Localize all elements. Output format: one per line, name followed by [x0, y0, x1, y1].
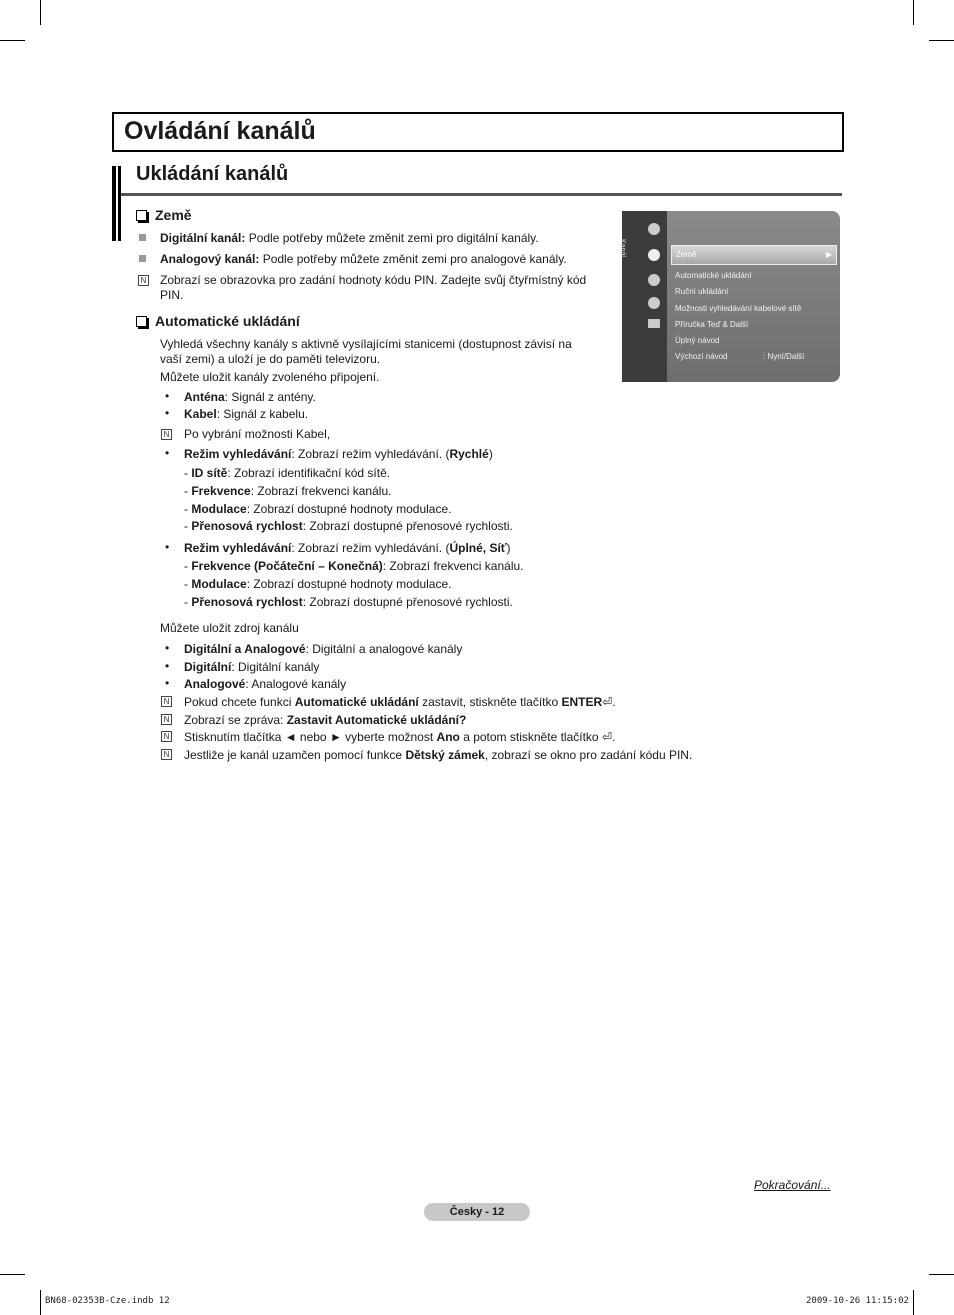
crop-mark	[40, 1290, 41, 1315]
dot-bullet: •	[165, 641, 170, 655]
zdroj-text: Můžete uložit zdroj kanálu	[160, 621, 299, 635]
modulace-item: - Modulace: Zobrazí dostupné hodnoty modulace.	[184, 502, 452, 516]
note-icon: N	[161, 714, 172, 725]
ano-note: Stisknutím tlačítka ◄ nebo ► vyberte možnost Ano a potom stiskněte tlačítko ⏎.	[184, 730, 616, 744]
section-rule	[121, 193, 842, 196]
page-number: Česky - 12	[424, 1203, 530, 1221]
frekvence-item: - Frekvence: Zobrazí frekvenci kanálu.	[184, 484, 392, 498]
analog-item: Analogové: Analogové kanály	[184, 677, 347, 691]
square-bullet-icon	[139, 234, 146, 241]
digital-kanal-text: Digitální kanál: Podle potřeby můžete změnit zemi pro digitální kanály.	[160, 231, 539, 245]
footer-date: 2009-10-26 11:15:02	[806, 1296, 909, 1306]
support-icon	[648, 319, 660, 328]
enter-icon: ⏎	[601, 730, 612, 744]
enter-icon: ⏎	[602, 695, 613, 709]
auto-heading: Automatické ukládání	[136, 313, 300, 329]
page-title-box	[112, 112, 844, 152]
dot-bullet: •	[165, 540, 170, 554]
note-icon: N	[138, 275, 149, 286]
dot-bullet: •	[165, 446, 170, 460]
crop-mark	[0, 1274, 25, 1275]
kabel-item: Kabel: Signál z kabelu.	[184, 407, 309, 421]
menu-item-value: : Nyní/Další	[763, 352, 805, 361]
menu-item[interactable]: Ruční ukládání	[675, 287, 729, 296]
menu-item[interactable]: Příručka Teď & Další	[675, 320, 749, 329]
prenos-item: - Přenosová rychlost: Zobrazí dostupné přenosové rychlosti.	[184, 519, 513, 533]
stop-note: Pokud chcete funkci Automatické ukládání zastavit, stiskněte tlačítko ENTER⏎.	[184, 695, 616, 709]
footer-file: BN68-02353B-Cze.indb 12	[45, 1296, 170, 1306]
note-icon: N	[161, 429, 172, 440]
crop-mark	[929, 40, 954, 41]
lock-note: Jestliže je kanál uzamčen pomocí funkce Dětský zámek, zobrazí se okno pro zadání kódu PIN.	[184, 748, 693, 762]
zeme-heading: Země	[136, 207, 192, 223]
crop-mark	[0, 40, 25, 41]
crop-mark	[913, 0, 914, 25]
pin-note-cont: PIN.	[160, 288, 184, 302]
prenos2-item: - Přenosová rychlost: Zobrazí dostupné přenosové rychlosti.	[184, 595, 513, 609]
square-bullet-icon	[139, 255, 146, 262]
menu-item-zeme[interactable]: Země ▶	[671, 245, 837, 265]
menu-item[interactable]: Možnosti vyhledávání kabelové sítě	[675, 304, 802, 313]
channel-icon	[648, 249, 660, 261]
section-bar	[112, 166, 121, 241]
setup-icon	[648, 274, 660, 286]
input-icon	[648, 297, 660, 309]
crop-mark	[929, 1274, 954, 1275]
digital-analog-item: Digitální a Analogové: Digitální a analogové kanály	[184, 642, 463, 656]
crop-mark	[913, 1290, 914, 1315]
frekvence2-item: - Frekvence (Počáteční – Konečná): Zobrazí frekvenci kanálu.	[184, 559, 524, 573]
menu-item[interactable]: Automatické ukládání	[675, 271, 752, 280]
picture-icon	[648, 223, 660, 235]
analog-kanal-text: Analogový kanál: Podle potřeby můžete změnit zemi pro analogové kanály.	[160, 252, 567, 266]
menu-sidebar	[622, 211, 667, 382]
id-site-item: - ID sítě: Zobrazí identifikační kód sítě.	[184, 466, 391, 480]
auto-desc-1: Vyhledá všechny kanály s aktivně vysílajícími stanicemi (dostupnost závisí na	[160, 337, 572, 351]
menu-item[interactable]: Výchozí návod	[675, 352, 728, 361]
pin-note: Zobrazí se obrazovka pro zadání hodnoty kódu PIN. Zadejte svůj čtyřmístný kód	[160, 273, 587, 287]
kabel-note: Po vybrání možnosti Kabel,	[184, 427, 331, 441]
dot-bullet: •	[165, 659, 170, 673]
rezim-rychle: Režim vyhledávání: Zobrazí režim vyhledávání. (Rychlé)	[184, 447, 493, 461]
antena-item: Anténa: Signál z antény.	[184, 390, 316, 404]
menu-tab-label: Kanál	[619, 239, 626, 257]
crop-mark	[40, 0, 41, 25]
auto-desc-2: vaší zemi) a uloží je do paměti televizoru.	[160, 352, 381, 366]
message-note: Zobrazí se zpráva: Zastavit Automatické ukládání?	[184, 713, 467, 727]
dot-bullet: •	[165, 389, 170, 403]
note-icon: N	[161, 731, 172, 742]
menu-item[interactable]: Úplný návod	[675, 336, 720, 345]
dot-bullet: •	[165, 406, 170, 420]
auto-desc-3: Můžete uložit kanály zvoleného připojení.	[160, 370, 380, 384]
note-icon: N	[161, 749, 172, 760]
modulace2-item: - Modulace: Zobrazí dostupné hodnoty modulace.	[184, 577, 452, 591]
dot-bullet: •	[165, 676, 170, 690]
checkbox-icon	[136, 316, 147, 327]
rezim-uplne: Režim vyhledávání: Zobrazí režim vyhledávání. (Úplné, Síť)	[184, 541, 511, 555]
page-title: Ovládání kanálů	[124, 117, 316, 145]
arrow-right-icon: ▶	[825, 250, 832, 259]
continued-text: Pokračování...	[754, 1178, 831, 1192]
tv-menu-screenshot	[619, 211, 840, 382]
note-icon: N	[161, 696, 172, 707]
checkbox-icon	[136, 210, 147, 221]
digital-item: Digitální: Digitální kanály	[184, 660, 320, 674]
section-title: Ukládání kanálů	[136, 163, 289, 185]
